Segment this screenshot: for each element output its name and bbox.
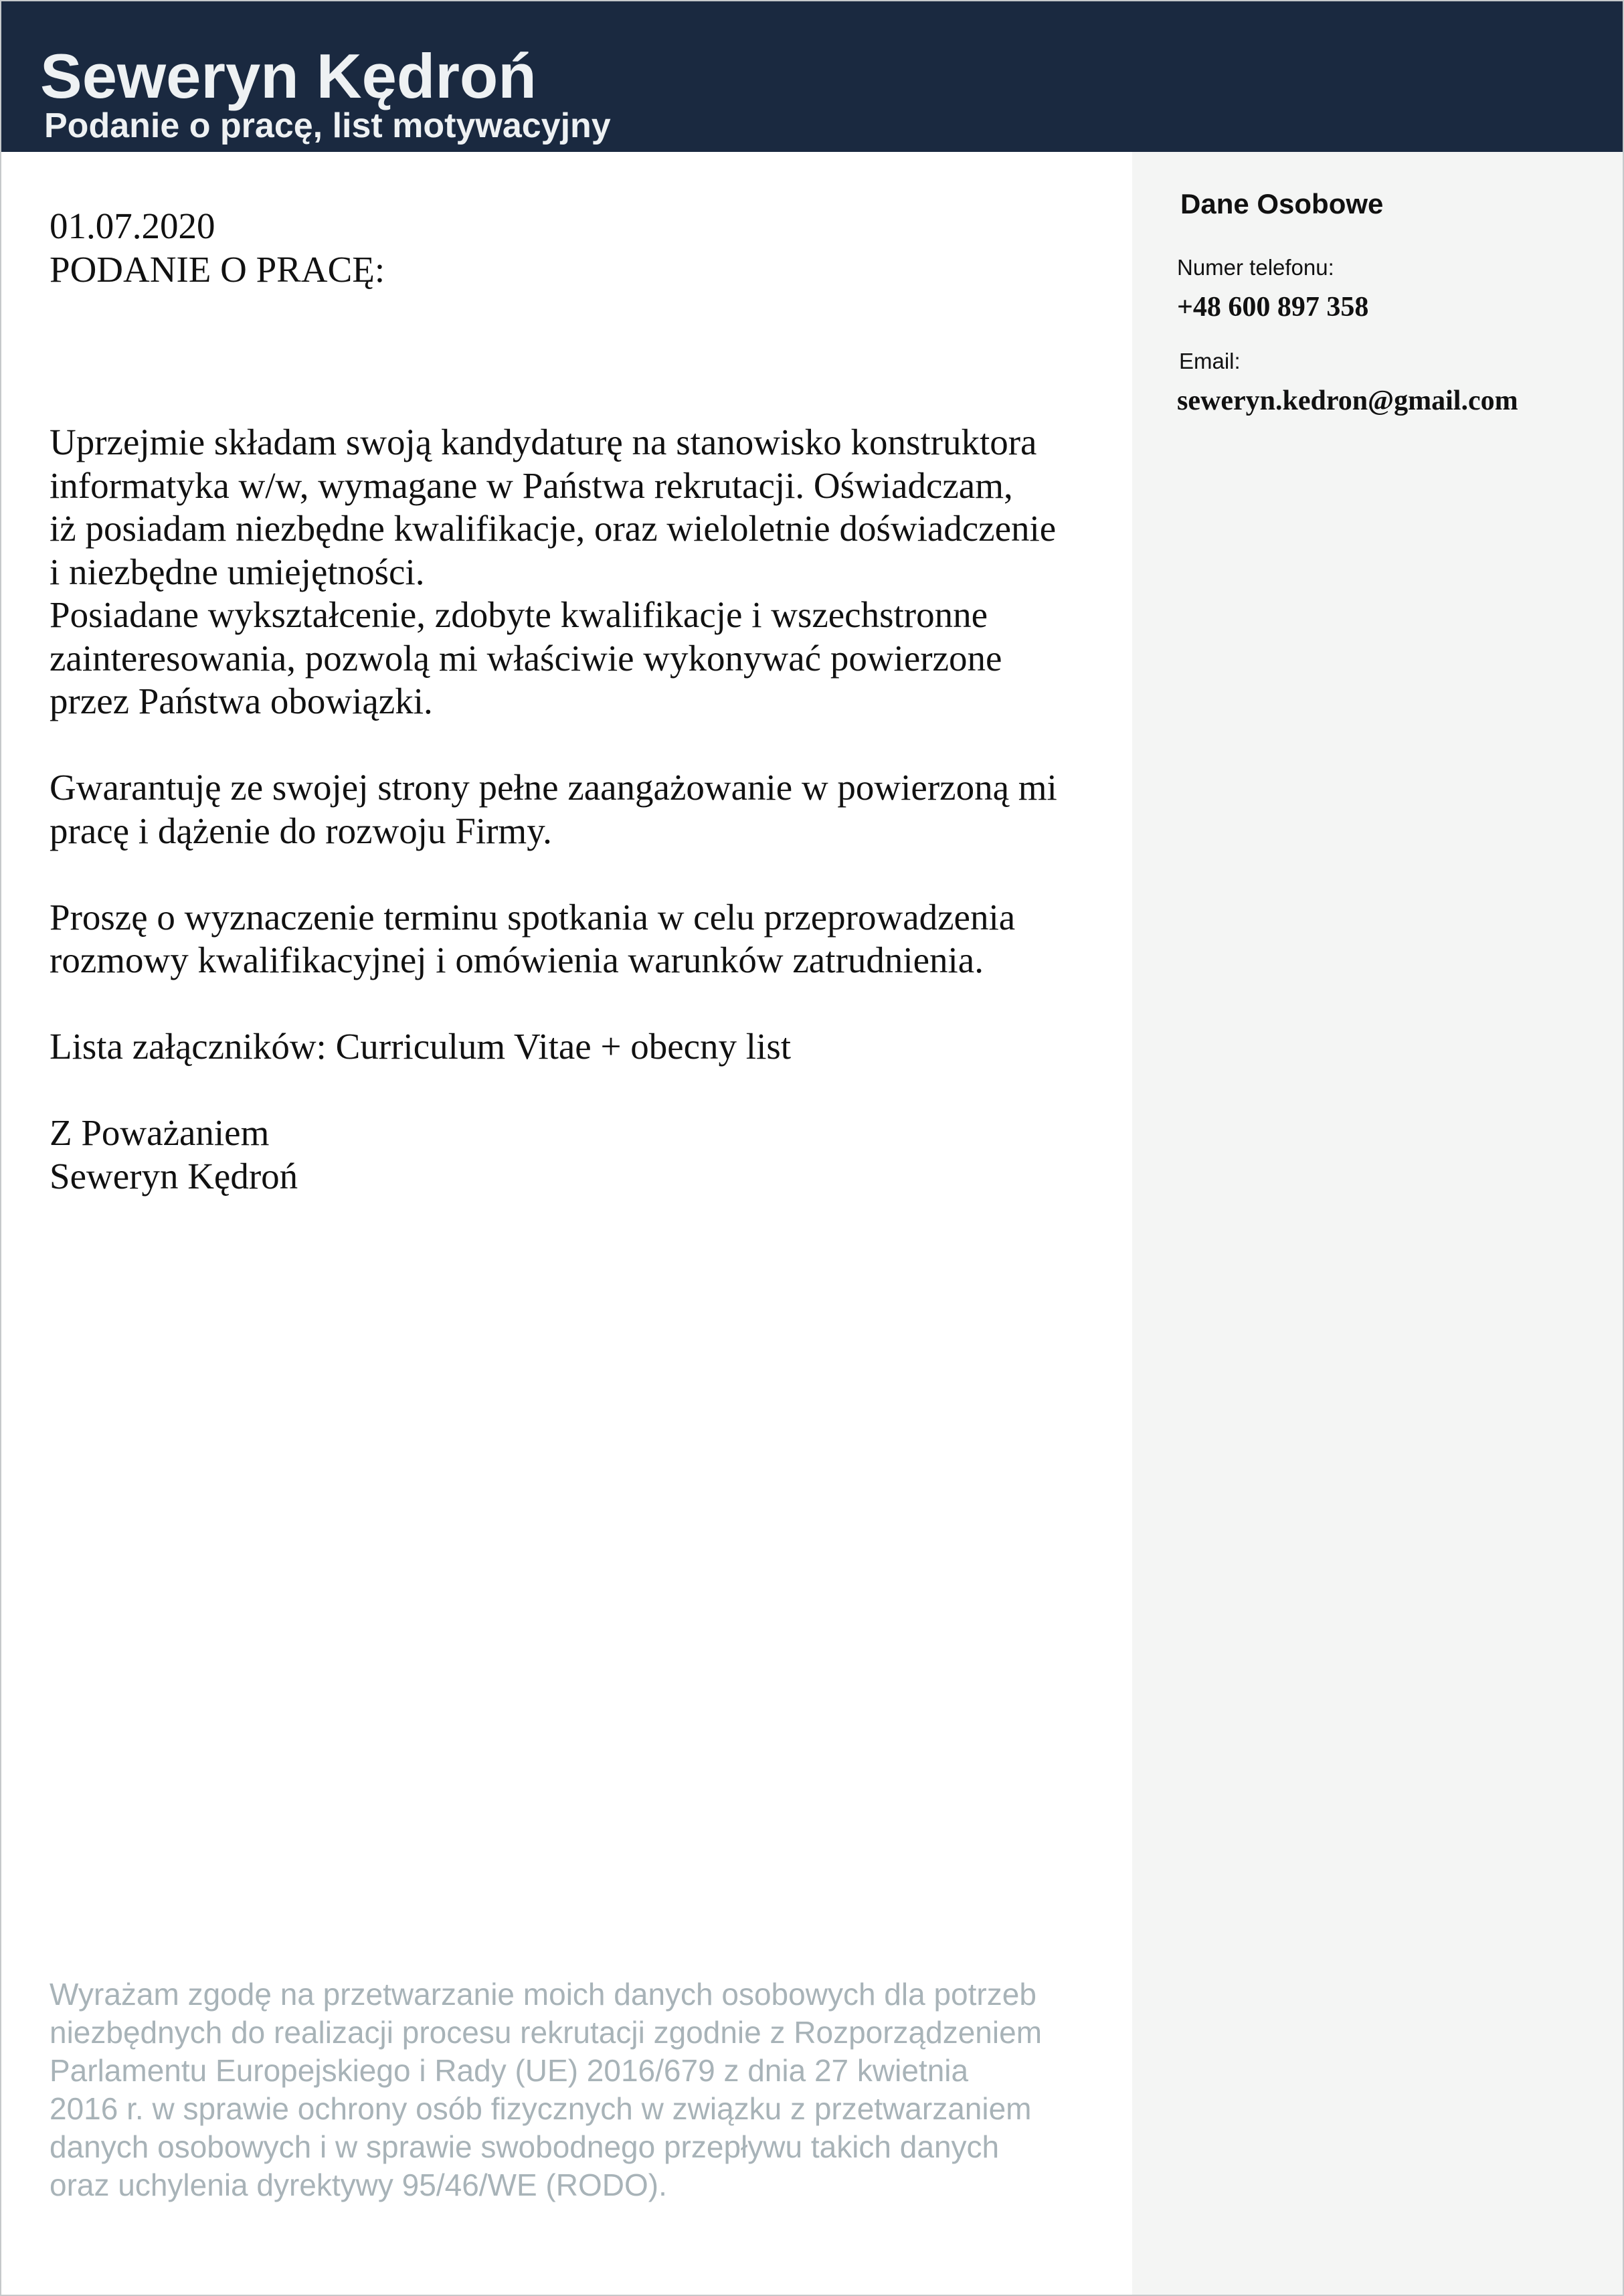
body-line: Uprzejmie składam swoją kandydaturę na stanowisko konstruktora: [50, 422, 1037, 462]
signature-line: Seweryn Kędroń: [50, 1155, 298, 1197]
consent-line: Parlamentu Europejskiego i Rady (UE) 2016/679 z dnia 27 kwietnia: [50, 2053, 969, 2088]
body-line: rozmowy kwalifikacyjnej i omówienia warunków zatrudnienia.: [50, 940, 984, 980]
paragraph-gap: [50, 982, 1134, 1026]
gdpr-consent-clause: [50, 1975, 1134, 2204]
paragraph-gap: [50, 853, 1134, 896]
body-line: przez Państwa obowiązki.: [50, 681, 433, 721]
body-line: informatyka w/w, wymagane w Państwa rekrutacji. Oświadczam,: [50, 464, 1013, 506]
personal-data-heading: Dane Osobowe: [1180, 188, 1384, 219]
consent-line: Wyrażam zgodę na przetwarzanie moich danych osobowych dla potrzeb: [50, 1977, 1036, 2012]
body-line: Gwarantuję ze swojej strony pełne zaangażowanie w powierzoną mi: [50, 767, 1057, 808]
body-line: Proszę o wyznaczenie terminu spotkania w celu przeprowadzenia: [50, 896, 1016, 938]
phone-label: Numer telefonu:: [1177, 255, 1334, 280]
author-name: Seweryn Kędroń: [40, 41, 537, 111]
body-line: zainteresowania, pozwolą mi właściwie wykonywać powierzone: [50, 637, 1002, 679]
letter-date: 01.07.2020: [50, 205, 215, 246]
consent-line: oraz uchylenia dyrektywy 95/46/WE (RODO).: [50, 2168, 667, 2202]
consent-line: 2016 r. w sprawie ochrony osób fizycznych w związku z przetwarzaniem: [50, 2091, 1032, 2126]
paragraph-gap: [50, 723, 1134, 767]
body-line: i niezbędne umiejętności.: [50, 551, 425, 592]
closing-line: Z Poważaniem: [50, 1112, 270, 1153]
letter-body: [50, 421, 1134, 1198]
phone-value: +48 600 897 358: [1177, 292, 1369, 323]
email-label: Email:: [1179, 349, 1241, 373]
attachments-line: Lista załączników: Curriculum Vitae + obecny list: [50, 1026, 792, 1067]
paragraph-gap: [50, 1069, 1134, 1112]
header-banner: [1, 1, 1623, 152]
consent-line: niezbędnych do realizacji procesu rekrutacji zgodnie z Rozporządzeniem: [50, 2015, 1043, 2050]
letter-title: PODANIE O PRACĘ:: [50, 249, 385, 290]
email-value: seweryn.kedron@gmail.com: [1177, 385, 1518, 416]
body-line: pracę i dążenie do rozwoju Firmy.: [50, 810, 552, 851]
document-subtitle: Podanie o pracę, list motywacyjny: [44, 106, 611, 145]
consent-line: danych osobowych i w sprawie swobodnego przepływu takich danych: [50, 2129, 1000, 2164]
personal-data-sidebar: [1132, 152, 1623, 2295]
body-line: iż posiadam niezbędne kwalifikacje, oraz wieloletnie doświadczenie: [50, 508, 1057, 549]
body-line: Posiadane wykształcenie, zdobyte kwalifikacje i wszechstronne: [50, 594, 988, 635]
